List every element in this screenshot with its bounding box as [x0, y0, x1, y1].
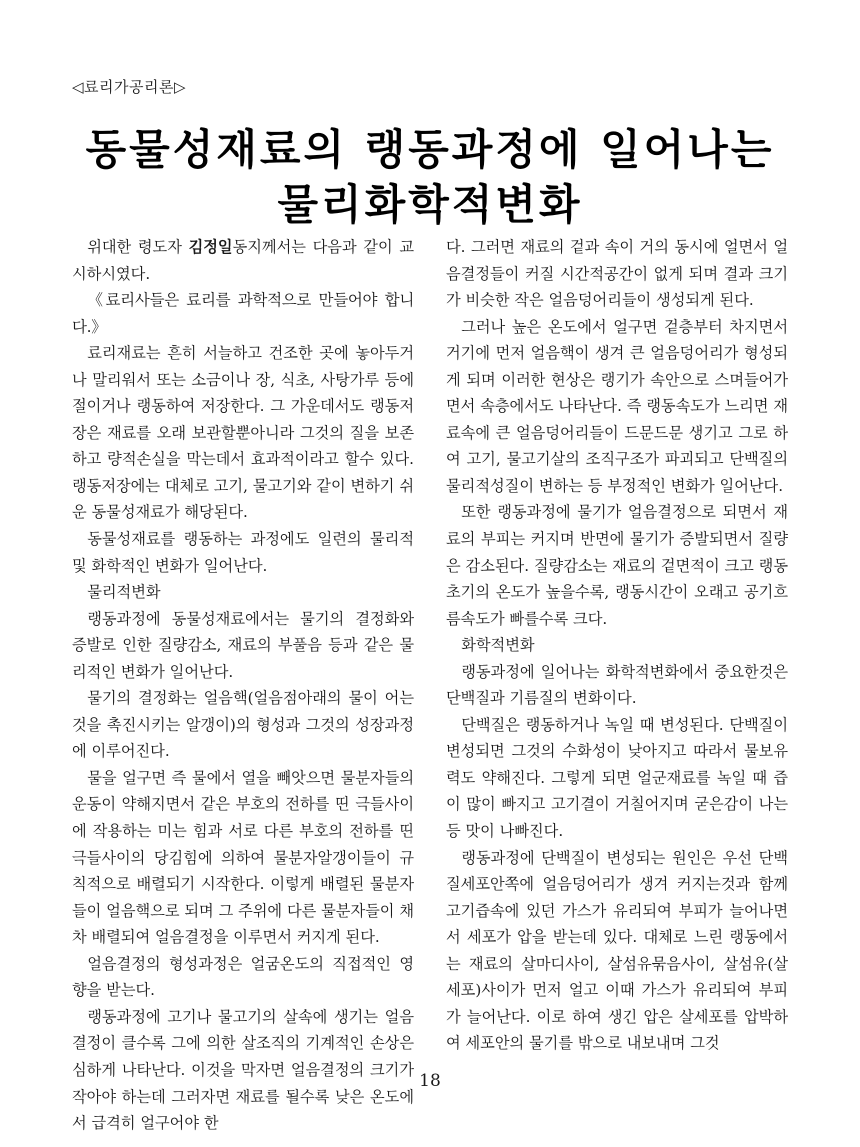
article-title-line-2: 물리화학적변화 — [277, 180, 583, 229]
article-title-line-1: 동물성재료의 랭동과정에 일어나는 — [85, 125, 775, 174]
paragraph: 료리재료는 흔히 서늘하고 건조한 곳에 놓아두거나 말리워서 또는 소금이나 장, 식초, 사탕가루 등에 절이거나 랭동하여 저장한다. 그 가운데서도 랭동저장은 재료를 오래 보관할뿐아니라 그것의 질을 보존하고 량적손실을 막는데서 효과적이라고 할수 있다. 랭동저장에는 대체로 고기, 물고기와 같이 변하기 쉬운 동물성재료가 해당된다. — [72, 344, 414, 522]
paragraph: 랭동과정에 고기나 물고기의 살속에 생기는 얼음결정이 클수록 그에 의한 살조직의 기계적인 손상은 심하게 나타난다. 이것을 막자면 얼음결정의 크기가 작아야 하는데 그러자면 재료를 될수록 낮은 온도에서 급격히 얼구어야 한 — [72, 1007, 414, 1133]
intro-suffix: 동지께서는 다음과 같이 교시하시였다. — [72, 238, 414, 283]
page-number: 18 — [419, 1071, 441, 1091]
intro-paragraph — [72, 234, 414, 287]
subheading-physical: 물리적변화 — [87, 583, 161, 602]
paragraph: 물기의 결정화는 얼음핵(얼음점아래의 물이 어는것을 촉진시키는 알갱이)의 형성과 그것의 성장과정에 이루어진다. — [72, 689, 414, 761]
subheading-chemical: 화학적변화 — [461, 636, 535, 655]
left-column — [72, 234, 414, 1137]
paragraph: 단백질은 랭동하거나 녹일 때 변성된다. 단백질이 변성되면 그것의 수화성이 낮아지고 따라서 물보유력도 약해진다. 그렇게 되면 얼군재료를 녹일 때 즙이 많이 빠지고 고기결이 거칠어지며 굳은감이 나는 등 맛이 나빠진다. — [446, 715, 788, 841]
paragraph: 얼음결정의 형성과정은 얼굼온도의 직접적인 영향을 받는다. — [72, 954, 414, 1000]
section-label: ◁료리가공리론▷ — [72, 78, 187, 96]
right-column — [446, 234, 788, 1057]
paragraph: 랭동과정에 단백질이 변성되는 원인은 우선 단백질세포안쪽에 얼음덩어리가 생겨 커지는것과 함께 고기즙속에 있던 가스가 유리되여 부피가 늘어나면서 세포가 압을 받는데 있다. 대체로 느린 랭동에서는 재료의 살마디사이, 살섬유묶음사이, 살섬유(살세포)사이가 먼저 얼고 이때 가스가 유리되여 부피가 늘어난다. 이로 하여 생긴 압은 살세포를 압박하여 세포안의 물기를 밖으로 내보내며 그것 — [446, 848, 788, 1053]
paragraph: 그러나 높은 온도에서 얼구면 겉층부터 차지면서 거기에 먼저 얼음핵이 생겨 큰 얼음덩어리가 형성되게 되며 이러한 현상은 랭기가 속안으로 스며들어가면서 속층에서도 나타난다. 즉 랭동속도가 느리면 재료속에 큰 얼음덩어리들이 드문드문 생기고 그로 하여 고기, 물고기살의 조직구조가 파괴되고 단백질의 물리적성질이 변하는 등 부정적인 변화가 일어난다. — [446, 317, 788, 495]
paragraph: 또한 랭동과정에 물기가 얼음결정으로 되면서 재료의 부피는 커지며 반면에 물기가 증발되면서 질량은 감소된다. 질량감소는 재료의 겉면적이 크고 랭동초기의 온도가 높을수록, 랭동시간이 오래고 공기흐름속도가 빠를수록 크다. — [446, 503, 788, 628]
paragraph: 랭동과정에 일어나는 화학적변화에서 중요한것은 단백질과 기름질의 변화이다. — [446, 662, 788, 708]
paragraph: 동물성재료를 랭동하는 과정에도 일련의 물리적 및 화학적인 변화가 일어난다. — [72, 530, 414, 575]
paragraph: 물을 얼구면 즉 물에서 열을 빼앗으면 물분자들의 운동이 약해지면서 같은 부호의 전하를 띤 극들사이에 작용하는 미는 힘과 서로 다른 부호의 전하를 띤 극들사이의 당김힘에 의하여 물분자알갱이들이 규칙적으로 배렬되기 시작한다. 이렇게 배렬된 물분자들이 얼음핵으로 되며 그 주위에 다른 물분자들이 채차 배렬되여 얼음결정을 이루면서 커지게 된다. — [72, 768, 414, 947]
leader-name: 김정일 — [188, 238, 233, 256]
paragraph: 랭동과정에 동물성재료에서는 물기의 결정화와 증발로 인한 질량감소, 재료의 부풀음 등과 같은 물리적인 변화가 일어난다. — [72, 609, 414, 681]
paragraph-continued: 다. 그러면 재료의 겉과 속이 거의 동시에 얼면서 얼음결정들이 커질 시간적공간이 없게 되며 결과 크기가 비슷한 작은 얼음덩어리들이 생성되게 된다. — [446, 238, 788, 310]
intro-prefix: 위대한 령도자 — [87, 238, 189, 256]
quote-paragraph: 《료리사들은 료리를 과학적으로 만들어야 합니다.》 — [72, 291, 414, 336]
